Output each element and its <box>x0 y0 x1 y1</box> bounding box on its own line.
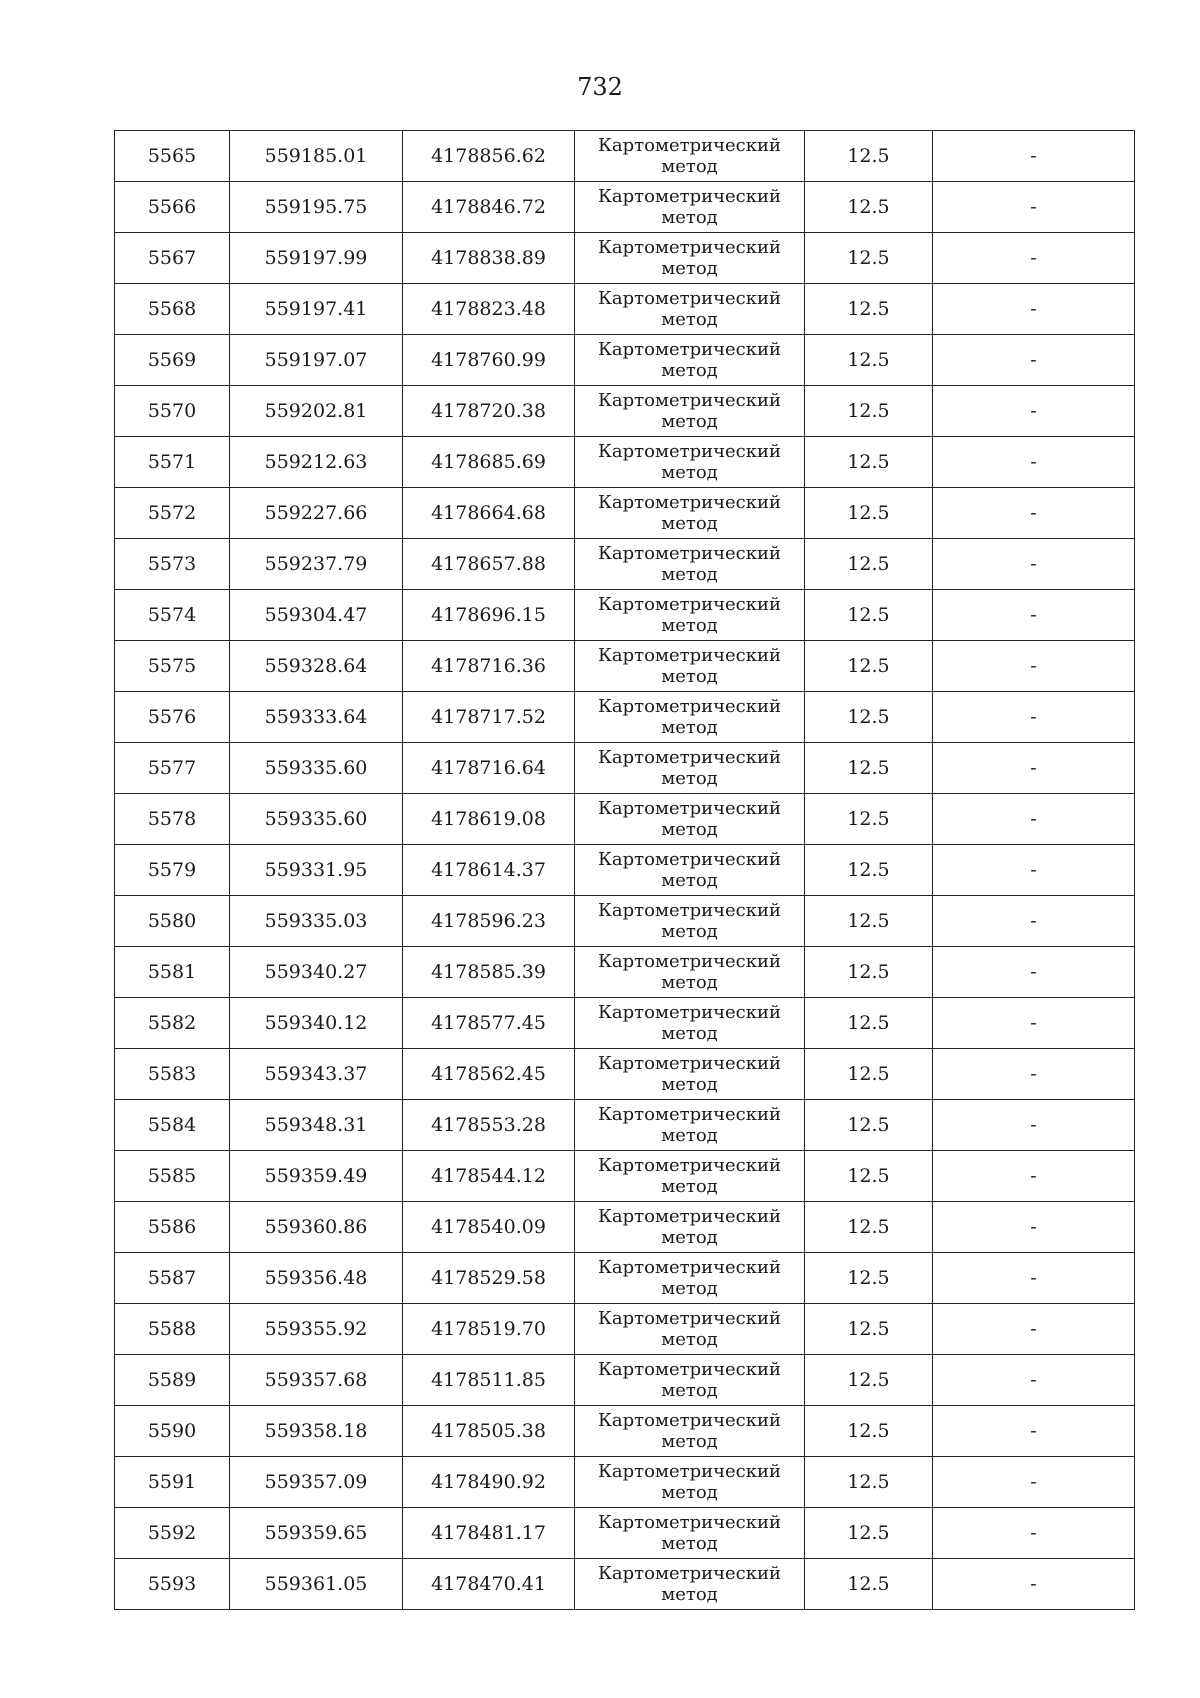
method-text: Картометрический метод <box>598 1512 781 1554</box>
x-coordinate-cell: 559197.41 <box>230 284 403 335</box>
method-text: Картометрический метод <box>598 900 781 942</box>
note-cell: - <box>933 335 1135 386</box>
x-coordinate-cell: 559212.63 <box>230 437 403 488</box>
point-number-cell: 5575 <box>115 641 230 692</box>
method-text: Картометрический метод <box>598 1206 781 1248</box>
y-coordinate-cell: 4178619.08 <box>403 794 575 845</box>
note-cell: - <box>933 539 1135 590</box>
note-cell: - <box>933 131 1135 182</box>
note-cell: - <box>933 284 1135 335</box>
method-cell <box>575 896 805 947</box>
note-cell: - <box>933 1304 1135 1355</box>
x-coordinate-cell: 559195.75 <box>230 182 403 233</box>
point-number-cell: 5565 <box>115 131 230 182</box>
method-cell <box>575 1457 805 1508</box>
note-cell: - <box>933 1049 1135 1100</box>
point-number-cell: 5585 <box>115 1151 230 1202</box>
y-coordinate-cell: 4178596.23 <box>403 896 575 947</box>
table-row <box>115 794 1135 845</box>
method-text: Картометрический метод <box>598 288 781 330</box>
method-cell <box>575 947 805 998</box>
table-row <box>115 692 1135 743</box>
y-coordinate-cell: 4178490.92 <box>403 1457 575 1508</box>
point-number-cell: 5578 <box>115 794 230 845</box>
point-number-cell: 5573 <box>115 539 230 590</box>
method-text: Картометрический метод <box>598 186 781 228</box>
accuracy-cell: 12.5 <box>805 1406 933 1457</box>
point-number-cell: 5569 <box>115 335 230 386</box>
x-coordinate-cell: 559237.79 <box>230 539 403 590</box>
accuracy-cell: 12.5 <box>805 1355 933 1406</box>
x-coordinate-cell: 559361.05 <box>230 1559 403 1610</box>
table-row <box>115 998 1135 1049</box>
x-coordinate-cell: 559359.49 <box>230 1151 403 1202</box>
note-cell: - <box>933 1508 1135 1559</box>
accuracy-cell: 12.5 <box>805 590 933 641</box>
y-coordinate-cell: 4178505.38 <box>403 1406 575 1457</box>
note-cell: - <box>933 1559 1135 1610</box>
method-cell <box>575 1355 805 1406</box>
x-coordinate-cell: 559356.48 <box>230 1253 403 1304</box>
table-row <box>115 1355 1135 1406</box>
x-coordinate-cell: 559335.03 <box>230 896 403 947</box>
method-cell <box>575 998 805 1049</box>
method-cell <box>575 1100 805 1151</box>
table-row <box>115 641 1135 692</box>
point-number-cell: 5586 <box>115 1202 230 1253</box>
table-row <box>115 539 1135 590</box>
method-text: Картометрический метод <box>598 543 781 585</box>
method-cell <box>575 845 805 896</box>
y-coordinate-cell: 4178511.85 <box>403 1355 575 1406</box>
method-text: Картометрический метод <box>598 441 781 483</box>
note-cell: - <box>933 386 1135 437</box>
note-cell: - <box>933 1457 1135 1508</box>
method-text: Картометрический метод <box>598 135 781 177</box>
accuracy-cell: 12.5 <box>805 1508 933 1559</box>
y-coordinate-cell: 4178540.09 <box>403 1202 575 1253</box>
table-row <box>115 488 1135 539</box>
note-cell: - <box>933 1151 1135 1202</box>
method-text: Картометрический метод <box>598 747 781 789</box>
accuracy-cell: 12.5 <box>805 182 933 233</box>
x-coordinate-cell: 559335.60 <box>230 743 403 794</box>
accuracy-cell: 12.5 <box>805 1253 933 1304</box>
point-number-cell: 5582 <box>115 998 230 1049</box>
y-coordinate-cell: 4178544.12 <box>403 1151 575 1202</box>
accuracy-cell: 12.5 <box>805 539 933 590</box>
method-cell <box>575 386 805 437</box>
note-cell: - <box>933 692 1135 743</box>
accuracy-cell: 12.5 <box>805 998 933 1049</box>
method-text: Картометрический метод <box>598 1308 781 1350</box>
x-coordinate-cell: 559357.68 <box>230 1355 403 1406</box>
y-coordinate-cell: 4178481.17 <box>403 1508 575 1559</box>
point-number-cell: 5570 <box>115 386 230 437</box>
x-coordinate-cell: 559358.18 <box>230 1406 403 1457</box>
accuracy-cell: 12.5 <box>805 1151 933 1202</box>
note-cell: - <box>933 743 1135 794</box>
x-coordinate-cell: 559340.12 <box>230 998 403 1049</box>
method-cell <box>575 539 805 590</box>
method-cell <box>575 131 805 182</box>
y-coordinate-cell: 4178562.45 <box>403 1049 575 1100</box>
method-text: Картометрический метод <box>598 1053 781 1095</box>
note-cell: - <box>933 488 1135 539</box>
note-cell: - <box>933 896 1135 947</box>
note-cell: - <box>933 1406 1135 1457</box>
method-cell <box>575 743 805 794</box>
table-row <box>115 947 1135 998</box>
point-number-cell: 5591 <box>115 1457 230 1508</box>
table-row <box>115 1253 1135 1304</box>
y-coordinate-cell: 4178529.58 <box>403 1253 575 1304</box>
y-coordinate-cell: 4178519.70 <box>403 1304 575 1355</box>
y-coordinate-cell: 4178664.68 <box>403 488 575 539</box>
method-text: Картометрический метод <box>598 339 781 381</box>
accuracy-cell: 12.5 <box>805 794 933 845</box>
method-cell <box>575 1253 805 1304</box>
table-body <box>115 131 1135 1610</box>
note-cell: - <box>933 233 1135 284</box>
x-coordinate-cell: 559197.07 <box>230 335 403 386</box>
x-coordinate-cell: 559360.86 <box>230 1202 403 1253</box>
accuracy-cell: 12.5 <box>805 437 933 488</box>
table-row <box>115 386 1135 437</box>
method-text: Картометрический метод <box>598 798 781 840</box>
x-coordinate-cell: 559359.65 <box>230 1508 403 1559</box>
method-text: Картометрический метод <box>598 492 781 534</box>
note-cell: - <box>933 998 1135 1049</box>
method-text: Картометрический метод <box>598 1359 781 1401</box>
point-number-cell: 5584 <box>115 1100 230 1151</box>
accuracy-cell: 12.5 <box>805 1457 933 1508</box>
accuracy-cell: 12.5 <box>805 1049 933 1100</box>
method-cell <box>575 284 805 335</box>
y-coordinate-cell: 4178716.36 <box>403 641 575 692</box>
x-coordinate-cell: 559333.64 <box>230 692 403 743</box>
method-cell <box>575 488 805 539</box>
method-text: Картометрический метод <box>598 1410 781 1452</box>
method-cell <box>575 1049 805 1100</box>
x-coordinate-cell: 559202.81 <box>230 386 403 437</box>
method-cell <box>575 590 805 641</box>
method-cell <box>575 182 805 233</box>
point-number-cell: 5576 <box>115 692 230 743</box>
note-cell: - <box>933 182 1135 233</box>
method-text: Картометрический метод <box>598 237 781 279</box>
method-text: Картометрический метод <box>598 951 781 993</box>
accuracy-cell: 12.5 <box>805 284 933 335</box>
y-coordinate-cell: 4178760.99 <box>403 335 575 386</box>
point-number-cell: 5571 <box>115 437 230 488</box>
method-cell <box>575 1508 805 1559</box>
table-row <box>115 1304 1135 1355</box>
method-text: Картометрический метод <box>598 645 781 687</box>
y-coordinate-cell: 4178470.41 <box>403 1559 575 1610</box>
note-cell: - <box>933 641 1135 692</box>
accuracy-cell: 12.5 <box>805 1559 933 1610</box>
accuracy-cell: 12.5 <box>805 1304 933 1355</box>
method-cell <box>575 437 805 488</box>
method-text: Картометрический метод <box>598 1563 781 1605</box>
y-coordinate-cell: 4178823.48 <box>403 284 575 335</box>
method-text: Картометрический метод <box>598 1104 781 1146</box>
point-number-cell: 5577 <box>115 743 230 794</box>
x-coordinate-cell: 559185.01 <box>230 131 403 182</box>
y-coordinate-cell: 4178696.15 <box>403 590 575 641</box>
method-text: Картометрический метод <box>598 1257 781 1299</box>
method-text: Картометрический метод <box>598 849 781 891</box>
method-text: Картометрический метод <box>598 1002 781 1044</box>
accuracy-cell: 12.5 <box>805 845 933 896</box>
x-coordinate-cell: 559197.99 <box>230 233 403 284</box>
table-row <box>115 1406 1135 1457</box>
y-coordinate-cell: 4178585.39 <box>403 947 575 998</box>
x-coordinate-cell: 559335.60 <box>230 794 403 845</box>
point-number-cell: 5592 <box>115 1508 230 1559</box>
point-number-cell: 5566 <box>115 182 230 233</box>
y-coordinate-cell: 4178717.52 <box>403 692 575 743</box>
point-number-cell: 5567 <box>115 233 230 284</box>
note-cell: - <box>933 845 1135 896</box>
method-cell <box>575 794 805 845</box>
y-coordinate-cell: 4178577.45 <box>403 998 575 1049</box>
method-cell <box>575 1304 805 1355</box>
point-number-cell: 5580 <box>115 896 230 947</box>
accuracy-cell: 12.5 <box>805 1100 933 1151</box>
method-cell <box>575 335 805 386</box>
table-row <box>115 743 1135 794</box>
point-number-cell: 5583 <box>115 1049 230 1100</box>
note-cell: - <box>933 1100 1135 1151</box>
page-number: 732 <box>577 73 623 101</box>
x-coordinate-cell: 559355.92 <box>230 1304 403 1355</box>
y-coordinate-cell: 4178716.64 <box>403 743 575 794</box>
y-coordinate-cell: 4178614.37 <box>403 845 575 896</box>
x-coordinate-cell: 559304.47 <box>230 590 403 641</box>
method-text: Картометрический метод <box>598 1155 781 1197</box>
table-row <box>115 590 1135 641</box>
method-cell <box>575 641 805 692</box>
table-row <box>115 233 1135 284</box>
method-cell <box>575 1559 805 1610</box>
accuracy-cell: 12.5 <box>805 896 933 947</box>
point-number-cell: 5593 <box>115 1559 230 1610</box>
point-number-cell: 5581 <box>115 947 230 998</box>
y-coordinate-cell: 4178856.62 <box>403 131 575 182</box>
x-coordinate-cell: 559343.37 <box>230 1049 403 1100</box>
table-row <box>115 896 1135 947</box>
table-row <box>115 335 1135 386</box>
method-text: Картометрический метод <box>598 390 781 432</box>
x-coordinate-cell: 559331.95 <box>230 845 403 896</box>
table-row <box>115 1508 1135 1559</box>
table-row <box>115 131 1135 182</box>
point-number-cell: 5590 <box>115 1406 230 1457</box>
table-row <box>115 1202 1135 1253</box>
table-row <box>115 437 1135 488</box>
table-row <box>115 1559 1135 1610</box>
accuracy-cell: 12.5 <box>805 233 933 284</box>
table-row <box>115 845 1135 896</box>
method-cell <box>575 233 805 284</box>
x-coordinate-cell: 559340.27 <box>230 947 403 998</box>
coordinates-table <box>114 130 1135 1610</box>
method-cell <box>575 692 805 743</box>
table-row <box>115 182 1135 233</box>
table-row <box>115 1151 1135 1202</box>
y-coordinate-cell: 4178846.72 <box>403 182 575 233</box>
note-cell: - <box>933 1202 1135 1253</box>
method-text: Картометрический метод <box>598 696 781 738</box>
note-cell: - <box>933 1355 1135 1406</box>
table-row <box>115 1457 1135 1508</box>
note-cell: - <box>933 947 1135 998</box>
accuracy-cell: 12.5 <box>805 386 933 437</box>
method-cell <box>575 1202 805 1253</box>
accuracy-cell: 12.5 <box>805 692 933 743</box>
table-row <box>115 1100 1135 1151</box>
x-coordinate-cell: 559357.09 <box>230 1457 403 1508</box>
point-number-cell: 5574 <box>115 590 230 641</box>
y-coordinate-cell: 4178838.89 <box>403 233 575 284</box>
x-coordinate-cell: 559348.31 <box>230 1100 403 1151</box>
x-coordinate-cell: 559227.66 <box>230 488 403 539</box>
accuracy-cell: 12.5 <box>805 641 933 692</box>
accuracy-cell: 12.5 <box>805 947 933 998</box>
point-number-cell: 5589 <box>115 1355 230 1406</box>
point-number-cell: 5587 <box>115 1253 230 1304</box>
accuracy-cell: 12.5 <box>805 1202 933 1253</box>
note-cell: - <box>933 1253 1135 1304</box>
method-text: Картометрический метод <box>598 1461 781 1503</box>
method-text: Картометрический метод <box>598 594 781 636</box>
method-cell <box>575 1406 805 1457</box>
point-number-cell: 5572 <box>115 488 230 539</box>
y-coordinate-cell: 4178685.69 <box>403 437 575 488</box>
point-number-cell: 5579 <box>115 845 230 896</box>
note-cell: - <box>933 590 1135 641</box>
y-coordinate-cell: 4178657.88 <box>403 539 575 590</box>
accuracy-cell: 12.5 <box>805 131 933 182</box>
note-cell: - <box>933 437 1135 488</box>
note-cell: - <box>933 794 1135 845</box>
accuracy-cell: 12.5 <box>805 488 933 539</box>
method-cell <box>575 1151 805 1202</box>
accuracy-cell: 12.5 <box>805 743 933 794</box>
table-row <box>115 284 1135 335</box>
table-row <box>115 1049 1135 1100</box>
point-number-cell: 5568 <box>115 284 230 335</box>
y-coordinate-cell: 4178553.28 <box>403 1100 575 1151</box>
y-coordinate-cell: 4178720.38 <box>403 386 575 437</box>
point-number-cell: 5588 <box>115 1304 230 1355</box>
accuracy-cell: 12.5 <box>805 335 933 386</box>
x-coordinate-cell: 559328.64 <box>230 641 403 692</box>
